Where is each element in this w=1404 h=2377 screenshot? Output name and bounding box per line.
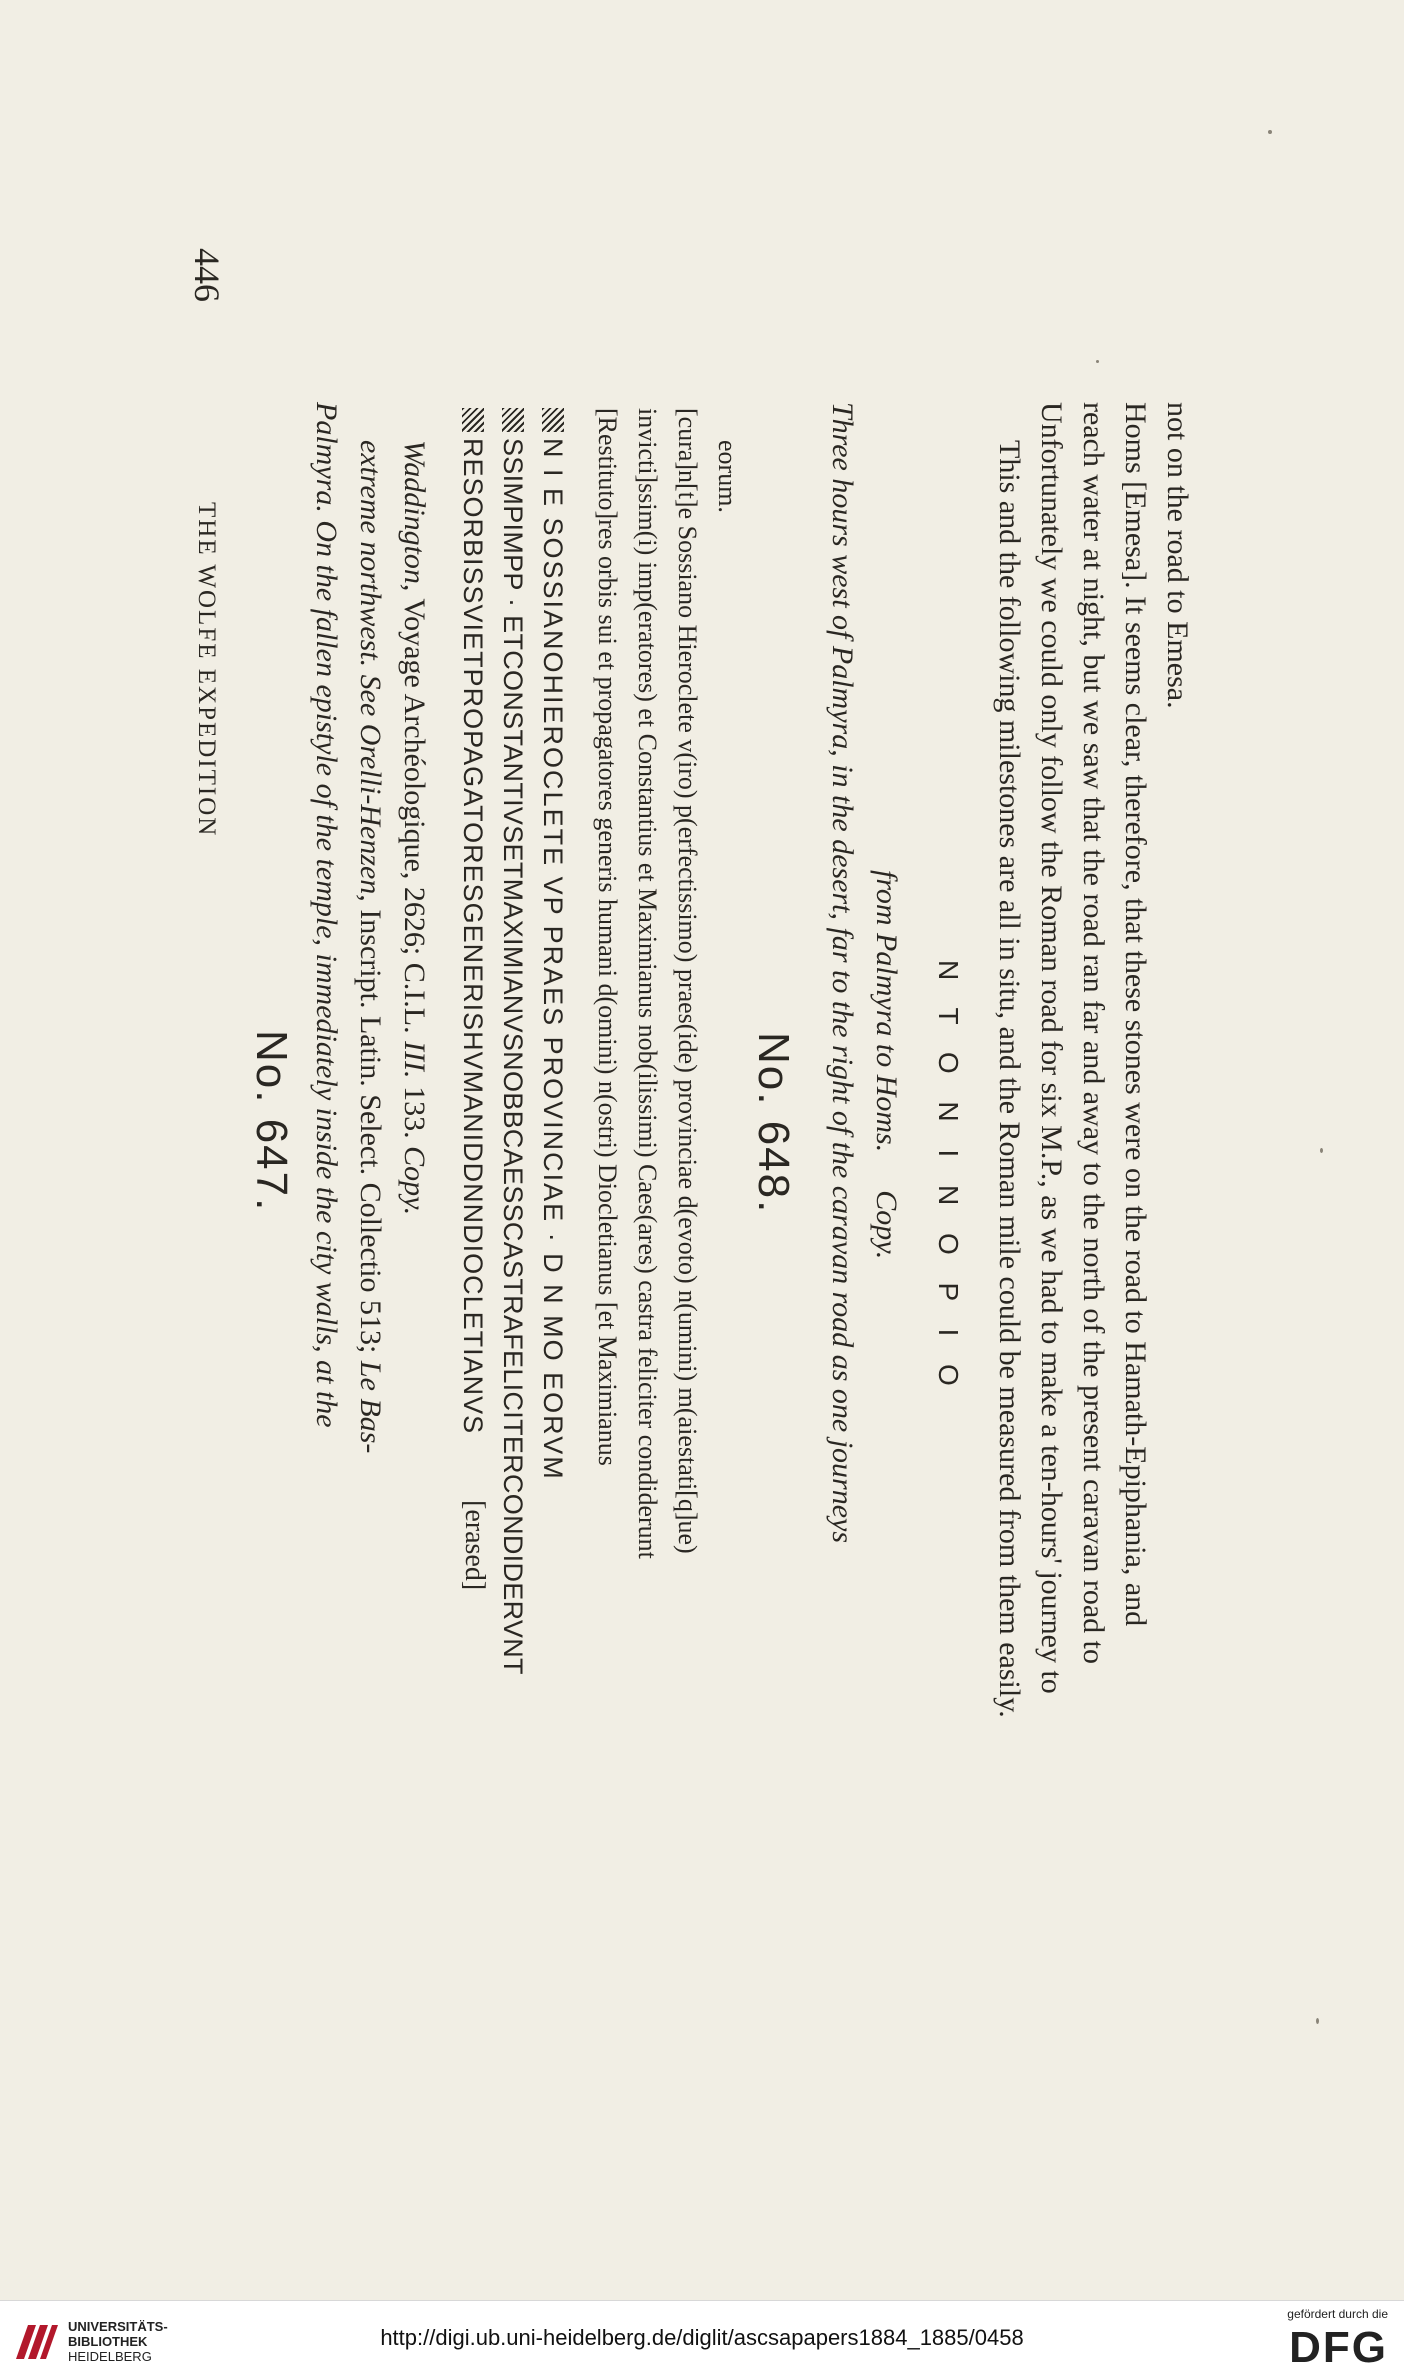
heading-no-648: No. 648.	[749, 1032, 798, 1215]
running-head: THE WOLFE EXPEDITION	[193, 502, 220, 838]
paper-speck	[1268, 130, 1272, 134]
caption-647-line-3	[392, 440, 436, 1215]
footer-bar	[0, 2300, 1404, 2377]
caption-648-route: from Palmyra to Homs.	[870, 870, 903, 1153]
inscription-647-line-2	[497, 408, 528, 1675]
page-number: 446	[187, 248, 227, 302]
body-paragraph-line-4: Homs [Emesa]. It seems clear, therefore, that these stones were on the road to Hamath-Epiphania, and	[1119, 402, 1152, 1627]
erasure-hatch	[542, 408, 564, 432]
caption-647-line-2	[348, 440, 392, 1453]
caption-648-copy: Copy.	[870, 1190, 903, 1260]
funded-by-label: gefördert durch die	[1287, 2307, 1388, 2321]
library-name-line-2: BIBLIOTHEK	[68, 2334, 148, 2349]
source-url-link[interactable]: http://digi.ub.uni-heidelberg.de/diglit/ascsapapers1884_1885/0458	[380, 2325, 1024, 2350]
inscription-647-line-2-text: SSIMPIMPP · ETCONSTANTIVSETMAXIMIANVSNOBBCAESSCASTRAFELICITERCONDIDERVNT	[498, 438, 528, 1675]
caption-647-line-3-roman: Voyage Archéologique, 2626; C.I.L.	[398, 591, 431, 1042]
caption-647-line-3-roman-2: 133.	[398, 1078, 431, 1147]
paper-speck	[1316, 2018, 1319, 2024]
paper-speck	[1096, 360, 1099, 363]
body-paragraph-line-2: Unfortunately we could only follow the Roman road for six M.P., as we had to make a ten-hours' journey to	[1035, 402, 1068, 1694]
caption-647-line-2-italic-end: Le Bas-	[354, 1360, 387, 1454]
dfg-logo: DFG	[1289, 2323, 1388, 2372]
inscription-647-line-3-text: N I E SOSSIANOHIEROCLETE VP PRAES PROVINCIAE · D N MO EORVM	[538, 438, 568, 1481]
library-name-line-1: UNIVERSITÄTS-	[68, 2319, 168, 2334]
caption-647-line-2-roman: Inscript. Latin. Select. Collectio 513;	[354, 901, 387, 1361]
erased-note: [erased]	[459, 1500, 490, 1591]
body-paragraph-line-3: reach water at night, but we saw that the road ran far and away to the north of the present caravan road to	[1077, 402, 1110, 1664]
inscription-647-line-1	[457, 408, 488, 1434]
inscription-647-line-1-text: RESORBISSVIETPROPAGATORESGENERISHVMANIDDNNDIOCLETIANVS	[458, 438, 488, 1435]
body-paragraph-line-5: not on the road to Emesa.	[1161, 402, 1194, 709]
transcription-647-line-3: [cura]n[t]e Sossiano Hieroclete v(iro) p(erfectissimo) praes(ide) provinciae d(evoto) n(umini) m(aiestati[q]ue)	[673, 408, 702, 1554]
inscription-648: N T O N I N O P I O	[933, 960, 964, 1396]
erasure-hatch	[502, 408, 524, 432]
heading-no-647: No. 647.	[247, 1030, 296, 1213]
caption-647-line-2-italic: extreme northwest. See Orelli-Henzen,	[354, 440, 387, 902]
body-paragraph-line-1: This and the following milestones are all in situ, and the Roman mile could be measured from them easily.	[993, 440, 1026, 1718]
caption-647-line-1-italic: Palmyra. On the fallen epistyle of the temple, immediately inside the city walls, at the	[310, 402, 343, 1428]
caption-648-line-2	[864, 870, 908, 1259]
paper-speck	[1320, 1148, 1323, 1153]
caption-647-line-3-volume: III.	[398, 1041, 431, 1079]
caption-647-line-3-copy: Copy.	[398, 1146, 431, 1216]
caption-647-line-1	[304, 402, 348, 1428]
transcription-647-line-1: [Restituto]res orbis sui et propagatores generis humani d(omini) n(ostri) Diocletianus [et Maximianus	[593, 408, 622, 1466]
library-name-line-3: HEIDELBERG	[68, 2349, 152, 2364]
caption-648-line-1: Three hours west of Palmyra, in the desert, far to the right of the caravan road as one journeys	[826, 402, 859, 1544]
transcription-647-line-2: invicti]ssim(i) imp(eratores) et Constantius et Maximianus nob(ilissimi) Caes(ares) castra feliciter condiderunt	[633, 408, 662, 1559]
erasure-hatch	[462, 408, 484, 432]
transcription-647-line-4: eorum.	[713, 440, 742, 513]
inscription-647-line-3	[537, 408, 568, 1481]
caption-647-line-3-italic: Waddington,	[398, 440, 431, 592]
